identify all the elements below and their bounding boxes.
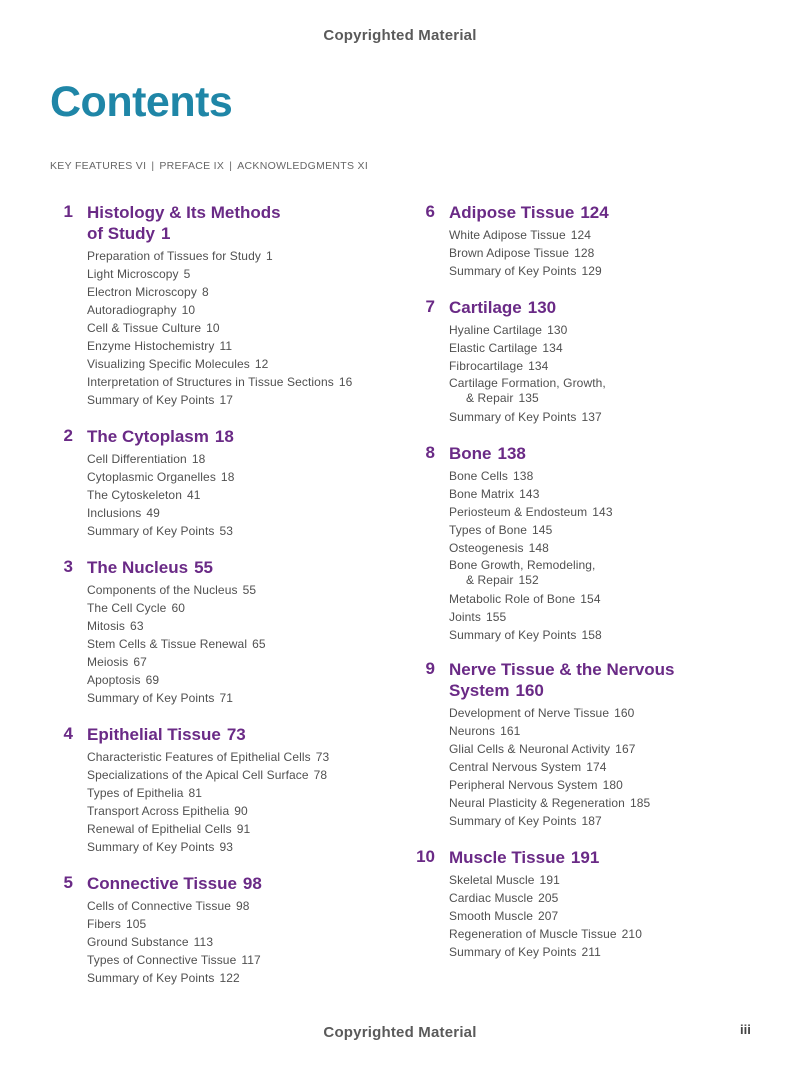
section-page-number: 12 (254, 357, 269, 371)
section-title: Skeletal Muscle (449, 873, 535, 887)
section-title: Summary of Key Points (87, 691, 215, 705)
section-page-number: 63 (130, 619, 144, 633)
section-link[interactable] (87, 933, 395, 951)
section-link[interactable] (87, 784, 395, 802)
chapter-title-link[interactable] (449, 443, 757, 464)
section-page-number: 18 (220, 470, 235, 484)
page-title: Contents (50, 78, 233, 126)
section-link[interactable] (449, 262, 757, 280)
section-page-number: 67 (133, 655, 147, 669)
section-link[interactable] (449, 925, 757, 943)
chapter-page-number: 191 (570, 848, 600, 867)
section-page-number: 18 (191, 452, 206, 466)
section-title: Elastic Cartilage (449, 341, 538, 355)
section-title: Cardiac Muscle (449, 891, 534, 905)
section-title: Enzyme Histochemistry (87, 339, 215, 353)
section-title: Bone Cells (449, 469, 509, 483)
chapter-title: The Nucleus (87, 558, 189, 577)
section-page-number: 191 (539, 873, 560, 887)
front-matter-preface[interactable]: PREFACE IX (159, 160, 225, 172)
page-number: iii (740, 1022, 751, 1037)
section-link[interactable] (449, 467, 757, 485)
section-title: Regeneration of Muscle Tissue (449, 927, 617, 941)
section-link[interactable] (449, 794, 757, 812)
section-link[interactable] (87, 337, 395, 355)
section-title: Joints (449, 610, 481, 624)
section-link[interactable] (87, 671, 395, 689)
section-page-number: 161 (500, 724, 521, 738)
chapter-title-link[interactable] (87, 426, 395, 447)
chapter-title-link[interactable] (87, 557, 395, 578)
section-title: Stem Cells & Tissue Renewal (87, 637, 248, 651)
section-list (449, 871, 757, 961)
chapter-title-link[interactable] (449, 297, 757, 318)
section-page-number: 53 (219, 524, 234, 538)
chapter-page-number: 138 (497, 444, 526, 463)
section-title: Types of Connective Tissue (87, 953, 237, 967)
section-link[interactable] (449, 740, 757, 758)
chapter-page-number: 73 (226, 725, 246, 744)
section-page-number: 134 (542, 341, 563, 355)
section-page-number: 105 (125, 917, 147, 931)
front-matter-acknowledgments[interactable]: ACKNOWLEDGMENTS XI (237, 160, 369, 172)
section-page-number: 49 (146, 506, 160, 520)
chapter-number: 2 (63, 426, 73, 445)
section-title: Summary of Key Points (449, 264, 577, 278)
section-link[interactable] (87, 450, 395, 468)
section-page-number: 16 (338, 375, 353, 389)
section-title: Periosteum & Endosteum (449, 505, 588, 519)
chapter-number: 8 (425, 443, 435, 462)
section-title: Bone Matrix (449, 487, 515, 501)
chapter-page-number: 1 (161, 224, 171, 243)
section-page-number: 1 (265, 249, 273, 263)
section-page-number: 41 (186, 488, 201, 502)
section-link[interactable] (87, 653, 395, 671)
chapter-page-number: 130 (527, 298, 557, 317)
chapter-entry (50, 873, 395, 987)
section-link[interactable] (449, 626, 757, 644)
section-page-number: 143 (592, 505, 613, 519)
section-link[interactable] (449, 244, 757, 262)
section-link[interactable] (449, 704, 757, 722)
section-link[interactable] (87, 617, 395, 635)
section-title: Cell Differentiation (87, 452, 187, 466)
section-page-number: 135 (518, 391, 539, 405)
section-title: Inclusions (87, 506, 142, 520)
section-link[interactable] (87, 820, 395, 838)
section-link[interactable] (449, 608, 757, 626)
section-link[interactable] (87, 897, 395, 915)
section-list (87, 897, 395, 987)
chapter-page-number: 18 (214, 427, 234, 446)
section-link[interactable] (449, 776, 757, 794)
section-title: Electron Microscopy (87, 285, 197, 299)
section-title: Characteristic Features of Epithelial Cells (87, 750, 311, 764)
section-page-number: 155 (485, 610, 507, 624)
section-list (449, 704, 757, 830)
chapter-page-number: 98 (242, 874, 262, 893)
chapter-title-link[interactable] (87, 202, 395, 244)
section-page-number: 5 (183, 267, 191, 281)
section-title: Bone Growth, Remodeling, (449, 558, 596, 572)
section-link[interactable] (87, 951, 395, 969)
section-link[interactable] (449, 503, 757, 521)
chapter-title: Connective Tissue (87, 874, 237, 893)
section-page-number: 78 (313, 768, 328, 782)
section-link[interactable] (87, 247, 395, 265)
section-title: Summary of Key Points (87, 393, 215, 407)
section-list (449, 321, 757, 426)
section-link[interactable] (449, 539, 757, 557)
section-title: Fibrocartilage (449, 359, 524, 373)
chapter-entry (50, 724, 395, 856)
section-title-cont-text: & Repair (466, 391, 514, 405)
section-page-number: 117 (241, 953, 261, 967)
chapter-page-number: 124 (580, 203, 609, 222)
chapter-number: 4 (63, 724, 73, 743)
section-title: Summary of Key Points (87, 840, 215, 854)
chapter-title-line: Nerve Tissue & the Nervous (449, 660, 675, 679)
section-page-number: 187 (581, 814, 602, 828)
section-title: Transport Across Epithelia (87, 804, 230, 818)
section-page-number: 180 (602, 778, 623, 792)
section-page-number: 130 (547, 323, 568, 337)
section-link[interactable] (87, 468, 395, 486)
section-title: Glial Cells & Neuronal Activity (449, 742, 611, 756)
section-page-number: 143 (519, 487, 540, 501)
section-title: Summary of Key Points (87, 524, 215, 538)
section-page-number: 98 (236, 899, 250, 913)
section-title: The Cytoskeleton (87, 488, 182, 502)
section-page-number: 69 (145, 673, 160, 687)
section-page-number: 81 (188, 786, 203, 800)
section-link[interactable] (449, 339, 757, 357)
section-link[interactable] (87, 283, 395, 301)
section-link[interactable] (449, 590, 757, 608)
section-title: Autoradiography (87, 303, 177, 317)
section-link[interactable] (449, 321, 757, 339)
chapter-entry (50, 202, 395, 409)
section-link[interactable] (87, 581, 395, 599)
section-link[interactable] (449, 722, 757, 740)
section-title: Specializations of the Apical Cell Surface (87, 768, 309, 782)
section-title: Summary of Key Points (449, 628, 577, 642)
section-title: Renewal of Epithelial Cells (87, 822, 232, 836)
section-title: Mitosis (87, 619, 126, 633)
section-list (87, 581, 395, 707)
chapter-number: 3 (63, 557, 73, 576)
section-page-number: 211 (581, 945, 601, 959)
section-link[interactable] (87, 766, 395, 784)
section-page-number: 17 (219, 393, 234, 407)
chapter-entry (50, 426, 395, 540)
chapter-title: Muscle Tissue (449, 848, 565, 867)
section-page-number: 158 (581, 628, 602, 642)
section-list (449, 467, 757, 644)
section-link[interactable] (87, 635, 395, 653)
section-link[interactable] (449, 485, 757, 503)
section-title: Neurons (449, 724, 496, 738)
section-title: The Cell Cycle (87, 601, 167, 615)
section-list (87, 748, 395, 856)
chapter-title: Cartilage (449, 298, 522, 317)
section-title: Fibers (87, 917, 121, 931)
section-page-number: 73 (315, 750, 330, 764)
section-title: Hyaline Cartilage (449, 323, 543, 337)
section-title: Summary of Key Points (449, 814, 577, 828)
section-page-number: 152 (518, 573, 539, 587)
section-page-number: 71 (219, 691, 234, 705)
chapter-title-line: System (449, 681, 510, 700)
section-title: Neural Plasticity & Regeneration (449, 796, 625, 810)
section-page-number: 185 (629, 796, 651, 810)
front-matter-separator: | (151, 160, 155, 172)
section-link[interactable] (449, 907, 757, 925)
chapter-title: Bone (449, 444, 492, 463)
copyright-watermark-bottom: Copyrighted Material (323, 1024, 477, 1041)
section-title-cont-text: & Repair (466, 573, 514, 587)
section-link[interactable] (449, 943, 757, 961)
chapter-title-link[interactable] (87, 724, 395, 745)
section-title: Summary of Key Points (449, 945, 577, 959)
section-title: Development of Nerve Tissue (449, 706, 610, 720)
chapter-title-link[interactable] (449, 847, 757, 868)
section-page-number: 137 (581, 410, 602, 424)
section-list (87, 450, 395, 540)
section-page-number: 10 (206, 321, 220, 335)
section-page-number: 55 (242, 583, 257, 597)
chapter-title: The Cytoplasm (87, 427, 209, 446)
chapter-title-link[interactable] (87, 873, 395, 894)
chapter-entry (412, 297, 757, 426)
section-title: Brown Adipose Tissue (449, 246, 570, 260)
section-link[interactable] (449, 889, 757, 907)
section-title-continued (449, 573, 757, 588)
section-title: Components of the Nucleus (87, 583, 238, 597)
section-title-continued (449, 391, 757, 406)
section-page-number: 90 (234, 804, 248, 818)
section-title: Summary of Key Points (87, 971, 215, 985)
section-title: Ground Substance (87, 935, 189, 949)
section-page-number: 138 (513, 469, 534, 483)
section-link[interactable] (87, 504, 395, 522)
section-page-number: 154 (580, 592, 601, 606)
section-link[interactable] (87, 838, 395, 856)
section-title: Summary of Key Points (449, 410, 577, 424)
section-title: Types of Epithelia (87, 786, 184, 800)
section-page-number: 148 (528, 541, 549, 555)
section-title: Apoptosis (87, 673, 141, 687)
section-page-number: 8 (201, 285, 209, 299)
section-link[interactable] (449, 758, 757, 776)
section-page-number: 129 (581, 264, 602, 278)
section-link[interactable] (87, 599, 395, 617)
chapter-title-line: Histology & Its Methods (87, 203, 281, 222)
section-title: Cell & Tissue Culture (87, 321, 202, 335)
section-link[interactable] (449, 375, 757, 408)
section-title: Metabolic Role of Bone (449, 592, 576, 606)
section-title: Cartilage Formation, Growth, (449, 376, 606, 390)
section-link[interactable] (87, 748, 395, 766)
section-page-number: 160 (614, 706, 635, 720)
chapter-title-line: of Study (87, 224, 155, 243)
section-title: Osteogenesis (449, 541, 524, 555)
chapter-entry (412, 847, 757, 961)
section-link[interactable] (449, 812, 757, 830)
section-title: Meiosis (87, 655, 129, 669)
chapter-title: Adipose Tissue (449, 203, 575, 222)
chapter-title-link[interactable] (449, 659, 757, 701)
section-link[interactable] (87, 802, 395, 820)
chapter-number: 9 (425, 659, 435, 678)
section-title: Cells of Connective Tissue (87, 899, 231, 913)
chapter-number: 6 (425, 202, 435, 221)
section-page-number: 205 (538, 891, 559, 905)
section-title: Preparation of Tissues for Study (87, 249, 261, 263)
section-link[interactable] (87, 969, 395, 987)
front-matter-links (50, 160, 368, 172)
section-link[interactable] (449, 408, 757, 426)
chapter-page-number: 160 (515, 681, 544, 700)
section-page-number: 122 (219, 971, 240, 985)
section-link[interactable] (87, 689, 395, 707)
front-matter-separator: | (229, 160, 233, 172)
copyright-watermark-top: Copyrighted Material (323, 27, 477, 44)
section-link[interactable] (449, 226, 757, 244)
section-page-number: 91 (236, 822, 251, 836)
section-link[interactable] (87, 355, 395, 373)
section-link[interactable] (87, 391, 395, 409)
section-title: Central Nervous System (449, 760, 582, 774)
section-link[interactable] (87, 915, 395, 933)
chapter-number: 1 (63, 202, 73, 221)
section-page-number: 128 (574, 246, 595, 260)
section-page-number: 167 (615, 742, 636, 756)
section-link[interactable] (87, 319, 395, 337)
section-title: Types of Bone (449, 523, 528, 537)
section-title: Cytoplasmic Organelles (87, 470, 216, 484)
section-page-number: 174 (586, 760, 607, 774)
section-link[interactable] (449, 521, 757, 539)
section-page-number: 210 (621, 927, 642, 941)
section-link[interactable] (87, 373, 395, 391)
chapter-number: 5 (63, 873, 73, 892)
chapter-entry (412, 659, 757, 830)
chapter-entry (412, 443, 757, 644)
section-page-number: 60 (171, 601, 185, 615)
section-title: Visualizing Specific Molecules (87, 357, 250, 371)
section-page-number: 145 (532, 523, 553, 537)
section-link[interactable] (87, 265, 395, 283)
toc-column-left (50, 202, 395, 987)
section-page-number: 124 (570, 228, 592, 242)
section-title: White Adipose Tissue (449, 228, 566, 242)
section-page-number: 134 (528, 359, 549, 373)
chapter-entry (50, 557, 395, 707)
chapter-title-link[interactable] (449, 202, 757, 223)
section-page-number: 93 (219, 840, 234, 854)
section-page-number: 207 (538, 909, 559, 923)
chapter-title: Epithelial Tissue (87, 725, 221, 744)
section-link[interactable] (449, 357, 757, 375)
section-list (449, 226, 757, 280)
section-title: Peripheral Nervous System (449, 778, 598, 792)
section-link[interactable] (449, 871, 757, 889)
section-page-number: 113 (193, 935, 214, 949)
chapter-page-number: 55 (194, 558, 214, 577)
section-list (87, 247, 395, 409)
front-matter-key-features[interactable]: KEY FEATURES VI (50, 160, 147, 172)
section-link[interactable] (87, 486, 395, 504)
chapter-entry (412, 202, 757, 280)
section-link[interactable] (87, 301, 395, 319)
chapter-number: 10 (416, 847, 435, 866)
section-title: Smooth Muscle (449, 909, 533, 923)
section-link[interactable] (449, 557, 757, 590)
section-page-number: 10 (181, 303, 196, 317)
section-link[interactable] (87, 522, 395, 540)
chapter-number: 7 (425, 297, 435, 316)
section-page-number: 65 (252, 637, 266, 651)
section-title: Light Microscopy (87, 267, 179, 281)
toc-column-right (412, 202, 757, 961)
section-page-number: 11 (219, 339, 233, 353)
section-title: Interpretation of Structures in Tissue Sections (87, 375, 334, 389)
